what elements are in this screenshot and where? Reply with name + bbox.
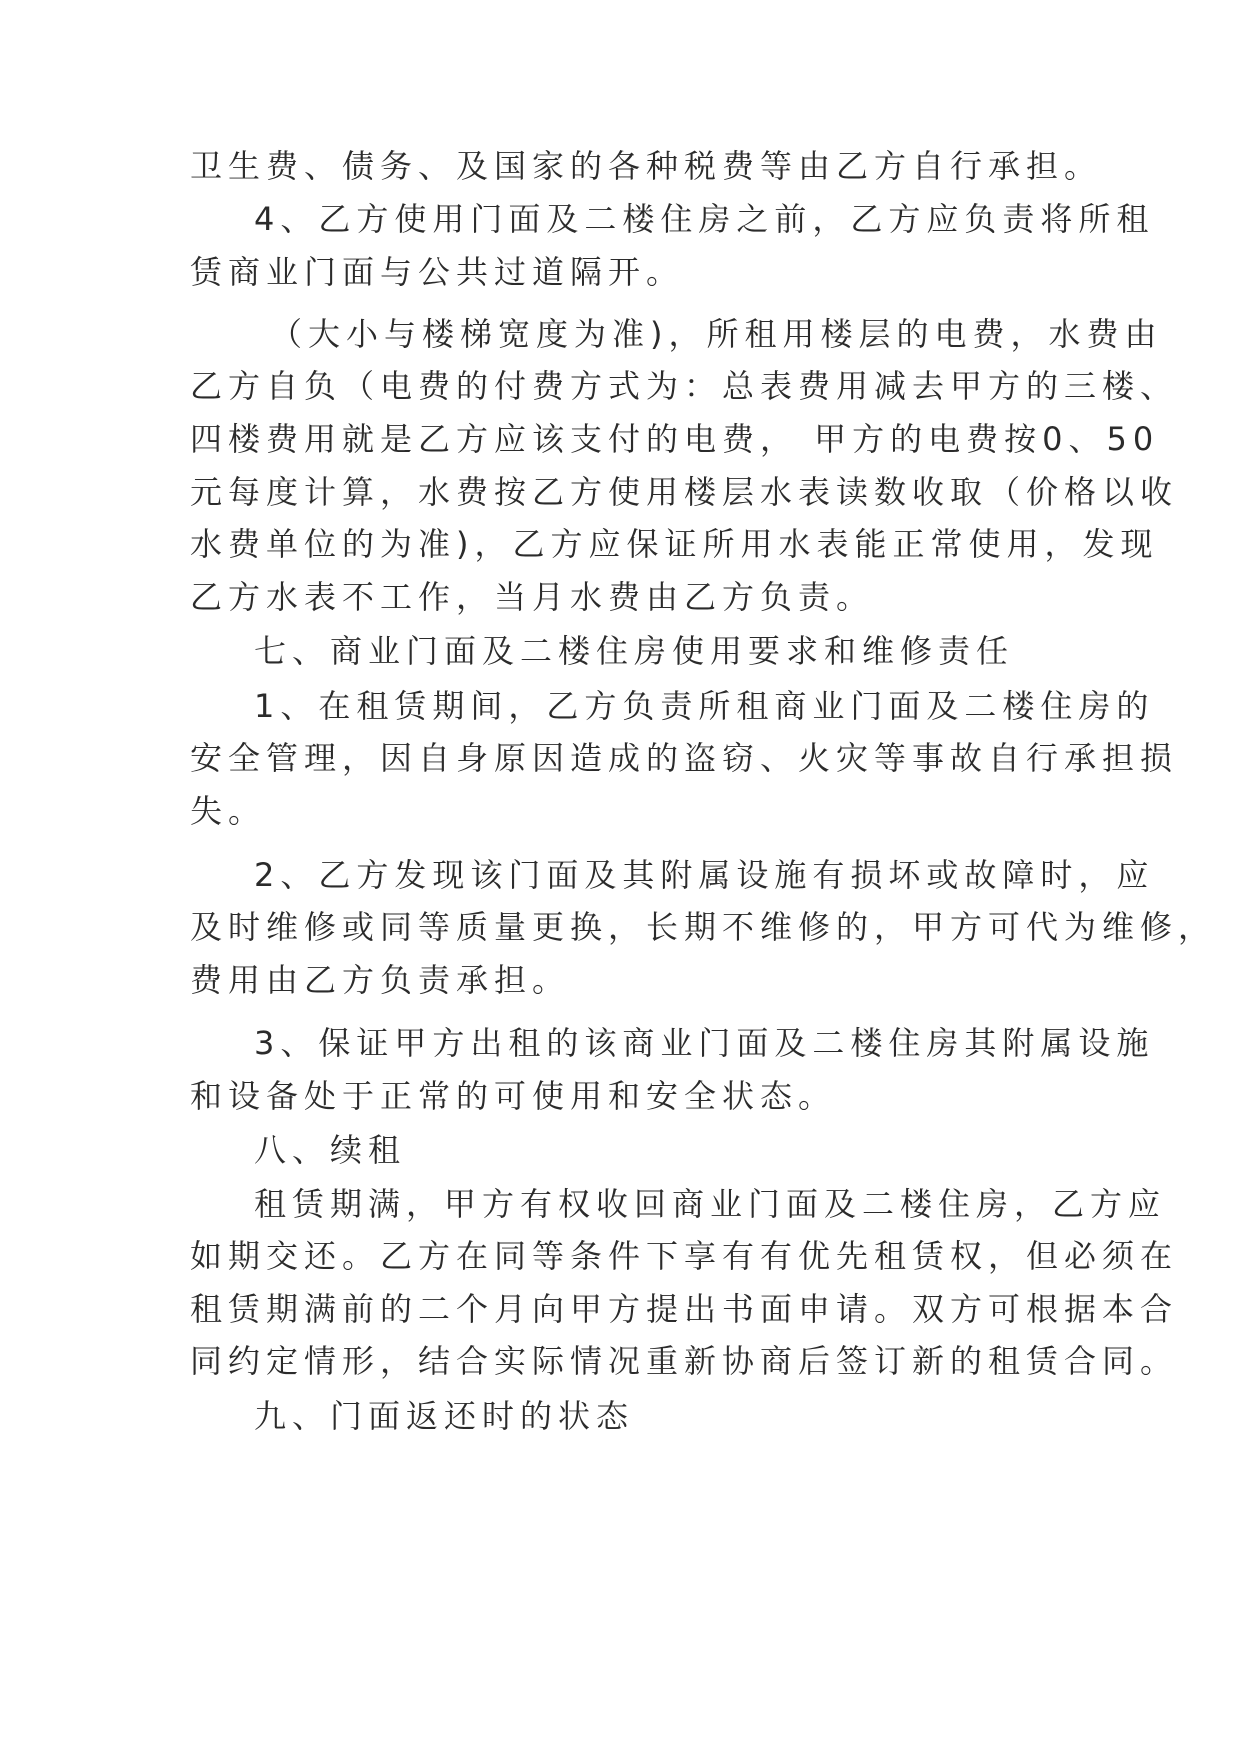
paragraph-line: 同约定情形，结合实际情况重新协商后签订新的租赁合同。 — [190, 1342, 1179, 1380]
paragraph-line: 费用由乙方负责承担。 — [190, 961, 571, 999]
paragraph-line: 安全管理，因自身原因造成的盗窃、火灾等事故自行承担损 — [190, 739, 1179, 777]
paragraph-line: 水费单位的为准)，乙方应保证所用水表能正常使用，发现 — [190, 525, 1159, 563]
paragraph-line: 2、乙方发现该门面及其附属设施有损坏或故障时，应 — [254, 856, 1155, 894]
section-heading: 八、续租 — [254, 1131, 407, 1169]
paragraph-line: 元每度计算，水费按乙方使用楼层水表读数收取（价格以收 — [190, 473, 1179, 511]
paragraph-line: 及时维修或同等质量更换，长期不维修的，甲方可代为维修， — [190, 908, 1217, 946]
paragraph-line: 3、保证甲方出租的该商业门面及二楼住房其附属设施 — [254, 1024, 1155, 1062]
paragraph-line: 租赁期满，甲方有权收回商业门面及二楼住房，乙方应 — [254, 1185, 1167, 1223]
paragraph-line: 4、乙方使用门面及二楼住房之前，乙方应负责将所租 — [254, 200, 1155, 238]
paragraph-line: 租赁期满前的二个月向甲方提出书面申请。双方可根据本合 — [190, 1290, 1179, 1328]
paragraph-line: （大小与楼梯宽度为准)，所租用楼层的电费，水费由 — [270, 315, 1163, 353]
paragraph-line: 如期交还。乙方在同等条件下享有有优先租赁权，但必须在 — [190, 1237, 1179, 1275]
paragraph-line: 卫生费、债务、及国家的各种税费等由乙方自行承担。 — [190, 147, 1103, 185]
paragraph-line: 1、在租赁期间，乙方负责所租商业门面及二楼住房的 — [254, 687, 1155, 725]
paragraph-line: 四楼费用就是乙方应该支付的电费， 甲方的电费按0、50 — [190, 420, 1160, 458]
section-heading: 七、商业门面及二楼住房使用要求和维修责任 — [254, 632, 1015, 670]
section-heading: 九、门面返还时的状态 — [254, 1397, 635, 1435]
paragraph-line: 和设备处于正常的可使用和安全状态。 — [190, 1077, 837, 1115]
paragraph-line: 失。 — [190, 792, 267, 830]
paragraph-line: 赁商业门面与公共过道隔开。 — [190, 253, 685, 291]
paragraph-line: 乙方自负（电费的付费方式为：总表费用减去甲方的三楼、 — [190, 367, 1179, 405]
paragraph-line: 乙方水表不工作，当月水费由乙方负责。 — [190, 578, 875, 616]
